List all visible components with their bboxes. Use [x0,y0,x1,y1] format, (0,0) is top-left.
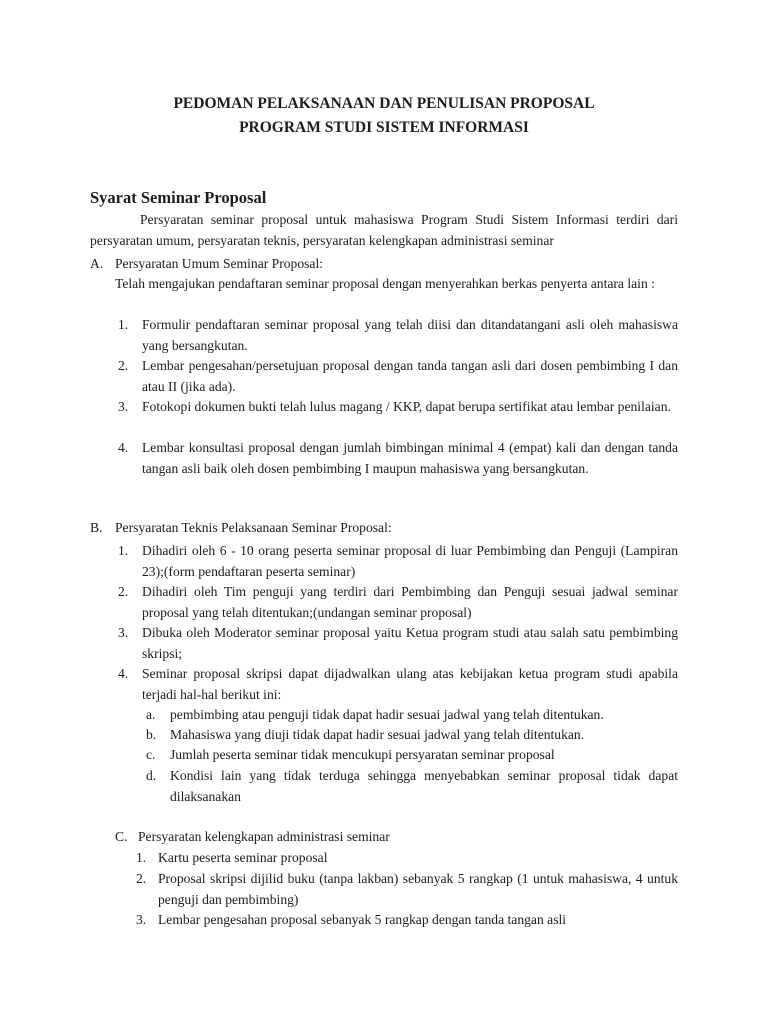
section-b-subitem-c: Jumlah peserta seminar tidak mencukupi persyaratan seminar proposal [170,747,555,762]
section-c-item-1-marker: 1. [136,850,147,865]
section-b-heading: Persyaratan Teknis Pelaksanaan Seminar Proposal: [115,520,392,535]
section-a-item-4-marker: 4. [118,440,129,455]
section-a-marker: A. [90,256,104,271]
section-b-item-3: Dibuka oleh Moderator seminar proposal yaitu Ketua program studi atau salah satu pembimbing skripsi; [142,625,678,661]
section-c-item-2: Proposal skripsi dijilid buku (tanpa lakban) sebanyak 5 rangkap (1 untuk mahasiswa, 4 untuk penguji dan pembimbing) [158,871,678,907]
section-b-subitem-d: Kondisi lain yang tidak terduga sehingga menyebabkan seminar proposal tidak dapat dilaksanakan [170,768,678,804]
section-a-item-3: Fotokopi dokumen bukti telah lulus magang / KKP, dapat berupa sertifikat atau lembar penilaian. [142,399,671,414]
section-b-subitem-a: pembimbing atau penguji tidak dapat hadir sesuai jadwal yang telah ditentukan. [170,707,604,722]
section-b-subitem-b: Mahasiswa yang diuji tidak dapat hadir sesuai jadwal yang telah ditentukan. [170,727,585,742]
section-b-item-1: Dihadiri oleh 6 - 10 orang peserta seminar proposal di luar Pembimbing dan Penguji (Lampiran 23);(form pendaftaran peserta seminar) [142,543,678,579]
section-heading: Syarat Seminar Proposal [90,188,267,207]
section-a-item-2: Lembar pengesahan/persetujuan proposal dengan tanda tangan asli dari dosen pembimbing I dan atau II (jika ada). [142,358,678,394]
section-b-subitem-a-marker: a. [146,707,156,722]
section-b-item-2: Dihadiri oleh Tim penguji yang terdiri dari Pembimbing dan Penguji sesuai jadwal seminar proposal yang telah ditentukan;(undangan seminar proposal) [142,584,678,620]
section-c-item-2-marker: 2. [136,871,147,886]
section-b-marker: B. [90,520,103,535]
section-b-item-4-marker: 4. [118,666,129,681]
section-b-subitem-d-marker: d. [146,768,157,783]
section-a-heading: Persyaratan Umum Seminar Proposal: [115,256,324,271]
section-a-item-4: Lembar konsultasi proposal dengan jumlah bimbingan minimal 4 (empat) kali dan dengan tanda tangan asli baik oleh dosen pembimbing I maupun mahasiswa yang bersangkutan. [142,440,678,476]
section-b-item-4: Seminar proposal skripsi dapat dijadwalkan ulang atas kebijakan ketua program studi apabila terjadi hal-hal berikut ini: [142,666,678,702]
document-title-line-1: PEDOMAN PELAKSANAAN DAN PENULISAN PROPOSAL [173,95,595,112]
intro-paragraph: Persyaratan seminar proposal untuk mahasiswa Program Studi Sistem Informasi terdiri dari persyaratan umum, persyaratan teknis, persyaratan kelengkapan administrasi seminar [90,212,678,248]
section-c-item-1: Kartu peserta seminar proposal [158,850,328,865]
section-a-item-3-marker: 3. [118,399,129,414]
section-b-subitem-c-marker: c. [146,747,156,762]
document-title-line-2: PROGRAM STUDI SISTEM INFORMASI [239,119,529,136]
section-c-heading: Persyaratan kelengkapan administrasi seminar [138,829,390,844]
section-c-item-3-marker: 3. [136,912,147,927]
section-c-marker: C. [115,829,128,844]
section-b-item-3-marker: 3. [118,625,129,640]
section-b-item-2-marker: 2. [118,584,129,599]
section-a-item-1-marker: 1. [118,317,129,332]
section-b-subitem-b-marker: b. [146,727,157,742]
section-b-item-1-marker: 1. [118,543,129,558]
section-a-item-2-marker: 2. [118,358,129,373]
section-c-item-3: Lembar pengesahan proposal sebanyak 5 rangkap dengan tanda tangan asli [158,912,567,927]
section-a-lead: Telah mengajukan pendaftaran seminar proposal dengan menyerahkan berkas penyerta antara lain : [115,276,655,291]
section-a-item-1: Formulir pendaftaran seminar proposal yang telah diisi dan ditandatangani asli oleh mahasiswa yang bersangkutan. [142,317,678,353]
